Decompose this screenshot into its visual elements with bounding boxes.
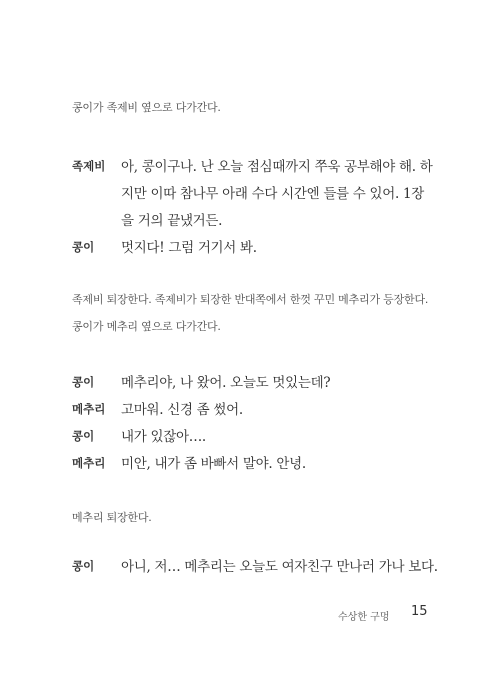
dialogue-line: 내가 있잖아…. [121,429,206,445]
running-footer-title: 수상한 구멍 [338,612,390,623]
speaker-name: 콩이 [72,240,95,254]
dialogue-line: 메추리야, 나 왔어. 오늘도 멋있는데? [121,375,331,391]
dialogue-line: 을 거의 끝냈거든. [121,213,223,229]
dialogue-line: 고마워. 신경 좀 썼어. [121,402,243,418]
dialogue-line: 미안, 내가 좀 바빠서 말야. 안녕. [121,456,306,472]
stage-direction: 콩이가 족제비 옆으로 다가간다. [72,101,221,114]
speaker-name: 메추리 [72,402,106,416]
speaker-name: 메추리 [72,456,106,470]
dialogue-line: 지만 이따 참나무 아래 수다 시간엔 들를 수 있어. 1장 [121,186,425,202]
stage-direction: 족제비 퇴장한다. 족제비가 퇴장한 반대쪽에서 한껏 꾸민 메추리가 등장한다. [72,293,429,306]
speaker-name: 콩이 [72,375,95,389]
dialogue-line: 멋지다! 그럼 거기서 봐. [121,240,257,256]
speaker-name: 콩이 [72,429,95,443]
dialogue-line: 아, 콩이구나. 난 오늘 점심때까지 쭈욱 공부해야 해. 하 [121,159,433,175]
stage-direction: 메추리 퇴장한다. [72,511,152,524]
dialogue-line: 아니, 저… 메추리는 오늘도 여자친구 만나러 가나 보다. [121,559,438,575]
speaker-name: 족제비 [72,159,106,173]
stage-direction: 콩이가 메추리 옆으로 다가간다. [72,320,221,333]
speaker-name: 콩이 [72,559,95,573]
page-number: 15 [411,604,428,619]
